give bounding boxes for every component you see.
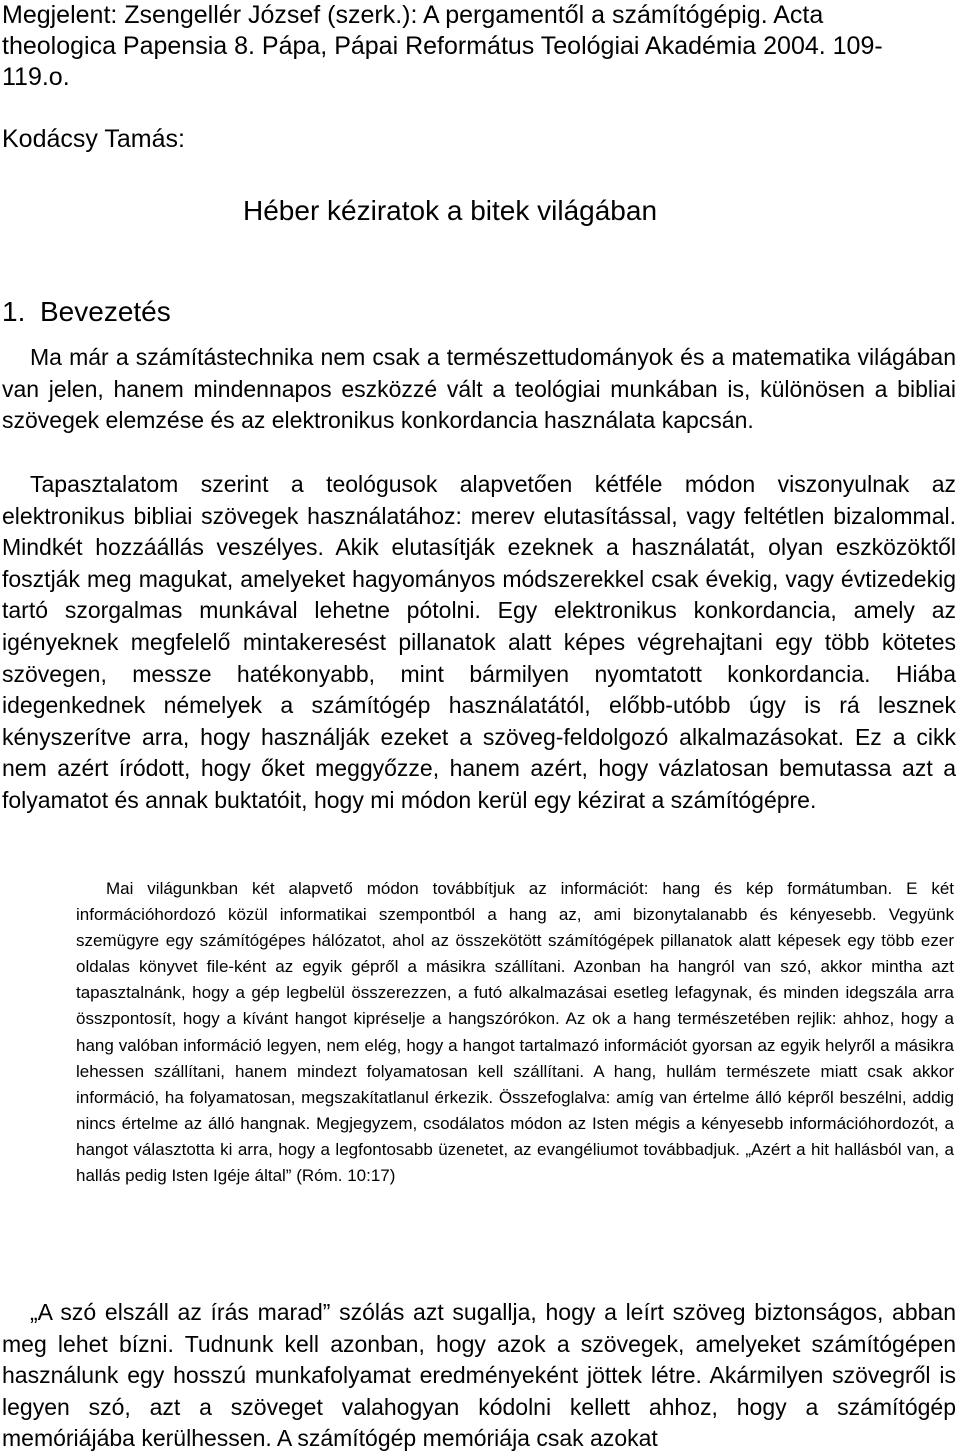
- section-title: Bevezetés: [40, 296, 171, 327]
- paragraph-attitudes: Tapasztalatom szerint a teológusok alapvetően kétféle módon viszonyulnak az elektronikus bibliai szövegek használatához: merev elutasítással, vagy feltétlen bizalommal. Mindkét hozzáállás veszélyes. Akik elutasítják ezeknek a használatát, olyan eszközöktől fosztják meg magukat, amelyeket hagyományos módszerekkel csak évekig, vagy évtizedekig tartó szorgalmas munkával lehetne pótolni. Egy elektronikus konkordancia, amely az igényeknek megfelelő mintakeresést pillanatok alatt képes végrehajtani egy több kötetes szövegen, messze hatékonyabb, mint bármilyen nyomtatott konkordancia. Hiába idegenkednek némelyek a számítógép használatától, előbb-utóbb úgy is rá lesznek kényszerítve arra, hogy használják ezeket a szöveg-feldolgozó alkalmazásokat. Ez a cikk nem azért íródott, hogy őket meggyőzze, hanem azért, hogy vázlatosan bemutassa azt a folyamatot és annak buktatóit, hogy mi módon kerül egy kézirat a számítógépre.: [2, 471, 956, 813]
- section-heading: [2, 295, 171, 329]
- citation-header: Megjelent: Zsengellér József (szerk.): A pergamentől a számítógépig. Acta theologica Papensia 8. Pápa, Pápai Református Teológiai Akadémia 2004. 109-119.o.: [2, 1, 883, 91]
- paragraph-written-word: „A szó elszáll az írás marad” szólás azt sugallja, hogy a leírt szöveg biztonságos, abban meg lehet bízni. Tudnunk kell azonban, hogy azok a szövegek, amelyeket számítógépen használunk egy hosszú munkafolyamat eredményeként jöttek létre. Akármilyen szövegről is legyen szó, azt a szöveget valahogyan kódolni kellett ahhoz, hogy a számítógép memóriájába kerülhessen. A számítógép memóriája csak azokat: [2, 1299, 956, 1452]
- author-line: Kodácsy Tamás:: [2, 125, 185, 153]
- paragraph-intro: Ma már a számítástechnika nem csak a természettudományok és a matematika világában van jelen, hanem mindennapos eszközzé vált a teológiai munkában is, különösen a bibliai szövegek elemzése és az elektronikus konkordancia használata kapcsán.: [2, 344, 956, 434]
- article-title: Héber kéziratok a bitek világában: [243, 195, 658, 226]
- paragraph-sound-and-image: Mai világunkban két alapvető módon továbbítjuk az információt: hang és kép formátumban. E két információhordozó közül informatikai szempontból a hang az, ami bizonytalanabb és kényesebb. Vegyünk szemügyre egy számítógépes hálózatot, ahol az összekötött számítógépek pillanatok alatt képesek egy több ezer oldalas könyvet file-ként az egyik gépről a másikra szállítani. Azonban ha hangról van szó, akkor mintha azt tapasztalnánk, hogy a gép legbelül összerezzen, a futó alkalmazásai esetleg lefagynak, és minden idegszála arra összpontosít, hogy a kívánt hangot kipréselje a hangszórókon. Az ok a hang természetében rejlik: ahhoz, hogy a hang valóban információ legyen, nem elég, hogy a hangot tartalmazó információt gyorsan az egyik helyről a másikra lehessen szállítani, hanem mindezt folyamatosan kell szállítani. A hang, hullám természete miatt csak akkor információ, ha folyamatosan, megszakítatlanul érkezik. Összefoglalva: amíg van értelme álló képről beszélni, addig nincs értelme az álló hangnak. Megjegyzem, csodálatos módon az Isten mégis a kényesebb információhordozót, a hangot választotta ki arra, hogy a legfontosabb üzenetet, az evangéliumot továbbadjuk. „Azért a hit hallásból van, a hallás pedig Isten Igéje által” (Róm. 10:17): [76, 879, 954, 1186]
- section-number: 1.: [2, 296, 26, 327]
